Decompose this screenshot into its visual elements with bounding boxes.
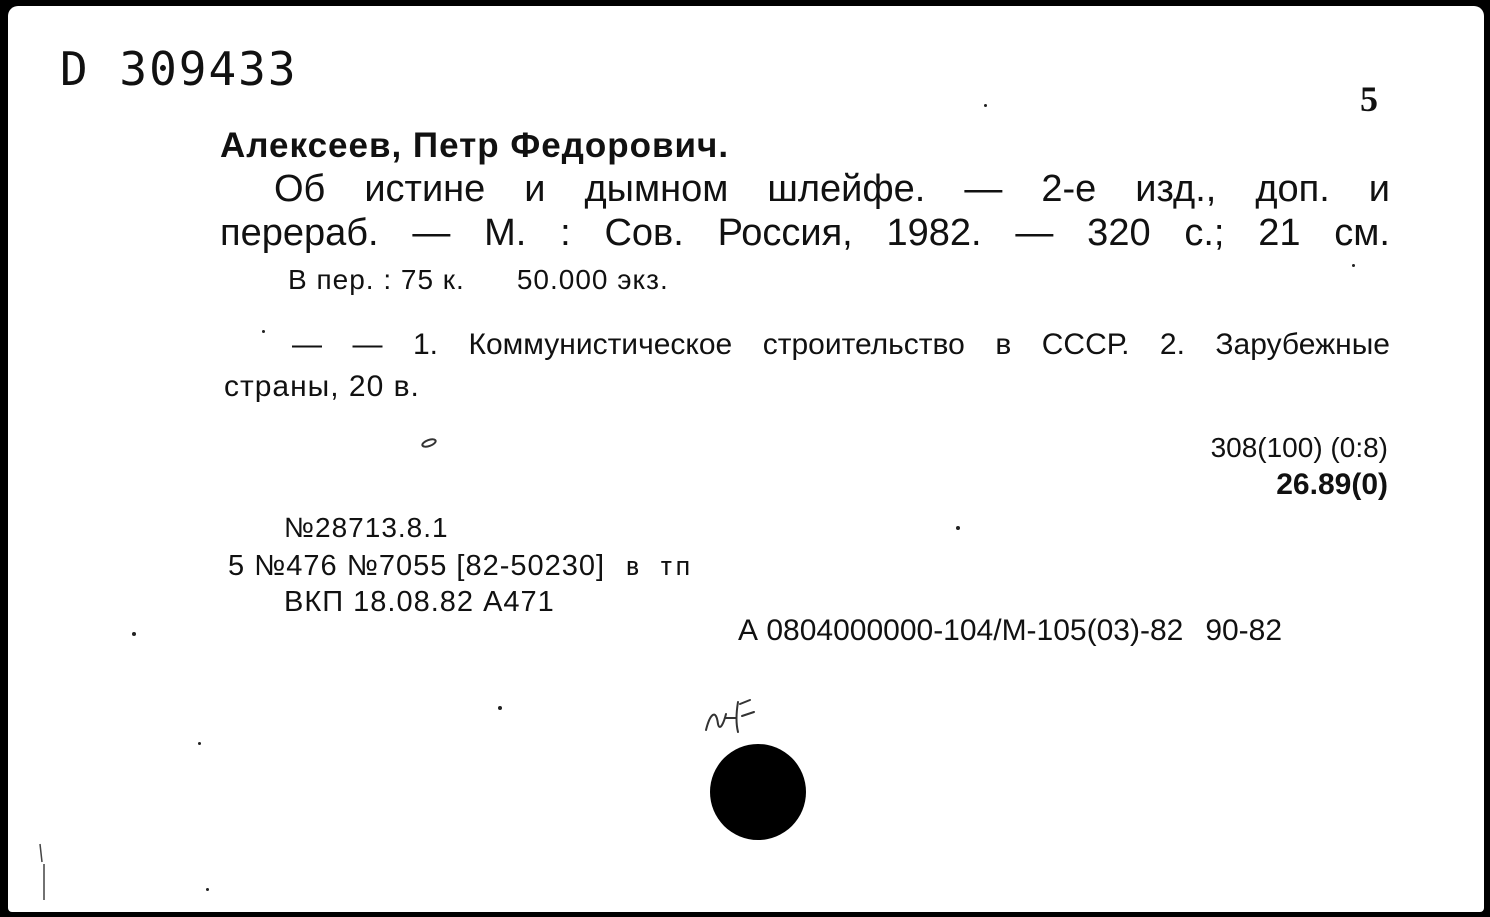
publisher-code-line [738,614,1282,648]
dust-speck [984,104,987,107]
subjects-line-1: — — 1. Коммунистическое строительство в СССР. 2. Зарубежные [292,328,1390,361]
publisher-code: А 0804000000-104/М-105(03)-82 [738,614,1184,647]
author-heading: Алексеев, Петр Федорович. [220,126,730,165]
accession-number-2: 5 №476 №7055 [82-50230] [228,550,606,582]
handwritten-initials-icon [702,694,762,736]
title-line-1: Об истине и дымном шлейфе. — 2-е изд., доп. и [274,168,1390,210]
pencil-mark-icon [420,438,438,448]
dust-speck [956,526,960,530]
call-number: D 309433 [60,42,298,96]
card-number: 5 [1360,79,1378,119]
accession-tail: в тп [625,552,692,582]
punch-hole [710,744,806,840]
dust-speck [132,632,136,636]
scratch-mark-icon [36,842,50,902]
dust-speck [206,888,209,891]
publisher-code-year: 90-82 [1205,614,1283,647]
price: В пер. : 75 к. [288,264,465,295]
dust-speck [498,706,502,710]
dust-speck [198,742,201,745]
catalog-card [8,6,1484,912]
dust-speck [1352,264,1355,267]
print-run: 50.000 экз. [516,264,669,295]
accession-number-3: ВКП 18.08.82 А471 [284,586,555,618]
classification-bbk: 26.89(0) [1276,468,1388,501]
accession-number-1: №28713.8.1 [284,512,449,543]
title-line-2: перераб. — М. : Сов. Россия, 1982. — 320 с.; 21 см. [220,212,1390,254]
price-line [288,264,669,296]
classification-udc: 308(100) (0:8) [1210,432,1388,463]
dust-speck [262,330,265,333]
accession-line-2 [228,550,692,583]
subjects-line-2: страны, 20 в. [224,370,420,403]
